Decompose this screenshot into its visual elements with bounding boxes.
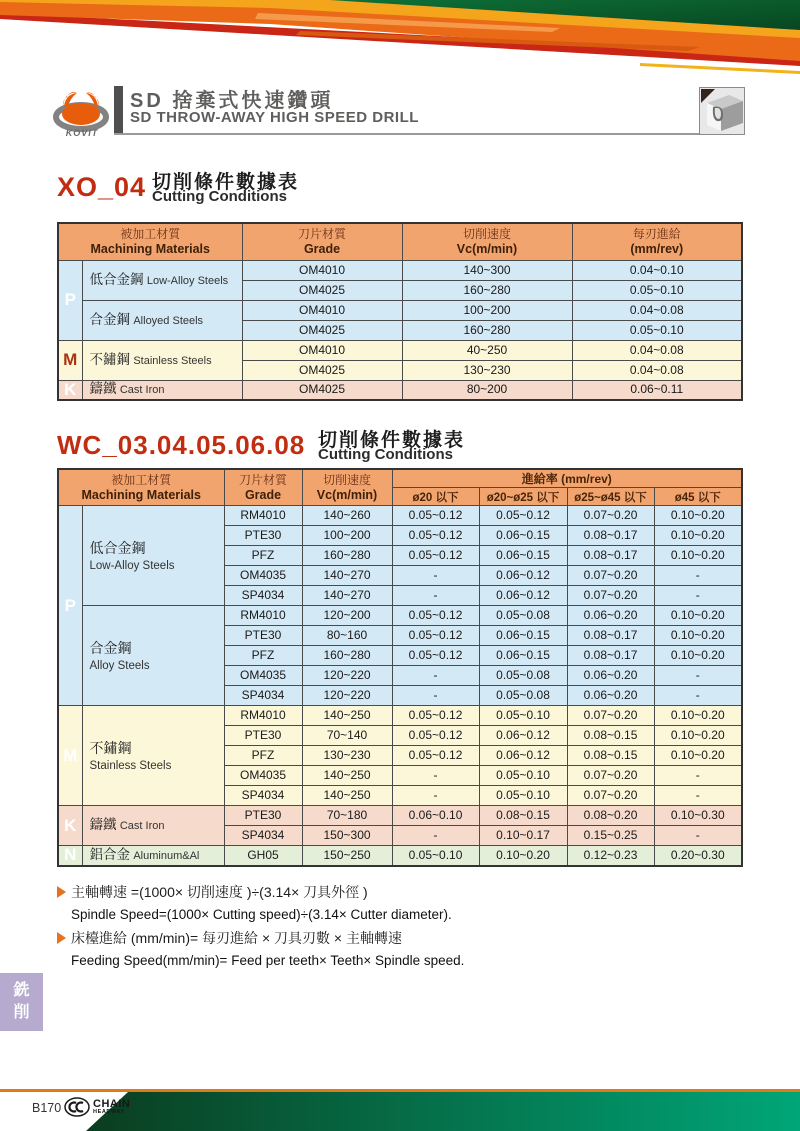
bullet-arrow-icon: [57, 886, 66, 898]
cell-vc: 140~250: [302, 766, 392, 786]
cell-feed: 0.05~0.08: [479, 666, 567, 686]
cell-grade: SP4034: [224, 786, 302, 806]
page-title-en: SD THROW-AWAY HIGH SPEED DRILL: [130, 109, 419, 126]
top-banner-graphic: [0, 0, 800, 76]
cell-feed: 0.10~0.20: [654, 746, 742, 766]
cell-feed: 0.08~0.17: [567, 526, 654, 546]
cell-grade: PTE30: [224, 526, 302, 546]
iso-letter-n: N: [58, 846, 82, 866]
cell-feed: 0.10~0.20: [654, 506, 742, 526]
cell-feed: 0.06~0.15: [479, 626, 567, 646]
cell-grade: PTE30: [224, 626, 302, 646]
kovit-logo: [50, 84, 114, 138]
side-tab-char-2: 削: [13, 1004, 30, 1021]
cell-grade: PTE30: [224, 806, 302, 826]
cell-feed: 0.10~0.20: [654, 606, 742, 626]
table-row: [58, 300, 742, 320]
cell-feed: 0.05~0.10: [392, 846, 479, 866]
cell-feed: -: [654, 766, 742, 786]
cell-grade: OM4010: [242, 340, 402, 360]
cell-feed: -: [654, 786, 742, 806]
cell-vc: 80~200: [402, 380, 572, 400]
cell-feed: 0.04~0.08: [572, 340, 742, 360]
cell-grade: OM4035: [224, 766, 302, 786]
wc-cutting-conditions-table: [57, 468, 743, 867]
xo04-header-vc: 切削速度 Vc(m/min): [402, 223, 572, 260]
chain-headway-logo: [64, 1097, 130, 1117]
cell-feed: 0.05~0.12: [392, 526, 479, 546]
cell-feed: 0.10~0.20: [654, 706, 742, 726]
cell-vc: 100~200: [302, 526, 392, 546]
cell-feed: -: [392, 686, 479, 706]
cell-feed: 0.08~0.15: [567, 726, 654, 746]
cell-feed: 0.06~0.10: [392, 806, 479, 826]
cell-feed: -: [654, 666, 742, 686]
cell-vc: 150~250: [302, 846, 392, 866]
cell-grade: RM4010: [224, 606, 302, 626]
cell-feed: 0.07~0.20: [567, 506, 654, 526]
cell-vc: 140~270: [302, 566, 392, 586]
cell-feed: 0.07~0.20: [567, 566, 654, 586]
table-row: [58, 806, 742, 826]
note-feeding-en: Feeding Speed(mm/min)= Feed per teeth× Teeth× Spindle speed.: [71, 953, 465, 968]
xo04-header-materials: 被加工材質 Machining Materials: [58, 223, 242, 260]
table-row: [58, 606, 742, 626]
cell-feed: 0.05~0.12: [392, 626, 479, 646]
section-code-xo04: XO_04: [57, 172, 147, 202]
material-alloyed: 合金鋼 Alloyed Steels: [82, 300, 242, 340]
cell-grade: SP4034: [224, 586, 302, 606]
cell-feed: 0.10~0.30: [654, 806, 742, 826]
cell-feed: 0.10~0.20: [654, 526, 742, 546]
cell-vc: 70~140: [302, 726, 392, 746]
table-row: [58, 260, 742, 280]
cell-feed: 0.08~0.17: [567, 546, 654, 566]
cell-feed: 0.07~0.20: [567, 766, 654, 786]
material-stainless: 不鏽鋼 Stainless Steels: [82, 340, 242, 380]
cell-vc: 140~270: [302, 586, 392, 606]
cell-feed: 0.12~0.23: [567, 846, 654, 866]
xo04-header-row: [58, 223, 742, 260]
svg-text:KOVIT: KOVIT: [65, 128, 99, 138]
cell-feed: 0.05~0.10: [479, 766, 567, 786]
cell-feed: 0.06~0.20: [567, 666, 654, 686]
xo04-header-grade: 刀片材質 Grade: [242, 223, 402, 260]
bullet-arrow-icon: [57, 932, 66, 944]
cell-feed: 0.08~0.15: [479, 806, 567, 826]
brand-name-bottom: HEADWAY: [93, 1108, 125, 1115]
wc-subtitle-zh: 切削條件數據表: [318, 430, 466, 451]
cell-feed: 0.04~0.08: [572, 300, 742, 320]
cell-feed: 0.15~0.25: [567, 826, 654, 846]
cell-grade: OM4025: [242, 380, 402, 400]
cell-vc: 120~200: [302, 606, 392, 626]
cell-vc: 130~230: [402, 360, 572, 380]
cell-vc: 160~280: [402, 280, 572, 300]
cell-vc: 150~300: [302, 826, 392, 846]
wc-header-row-1: [58, 469, 742, 488]
cell-feed: 0.06~0.12: [479, 726, 567, 746]
cell-vc: 70~180: [302, 806, 392, 826]
wc-header-materials: 被加工材質 Machining Materials: [58, 469, 224, 506]
cell-feed: -: [392, 566, 479, 586]
wc-header-feed-group: 進給率 (mm/rev): [392, 469, 742, 488]
material-low-alloy: 低合金鋼 Low-Alloy Steels: [82, 260, 242, 300]
cell-feed: 0.05~0.08: [479, 686, 567, 706]
cell-feed: 0.06~0.12: [479, 566, 567, 586]
title-accent-bar: [114, 86, 123, 133]
wc-subtitle-en: Cutting Conditions: [318, 446, 453, 463]
wc-header-dia-20-25: ø20~ø25 以下: [479, 488, 567, 506]
iso-letter-m: M: [58, 340, 82, 380]
cell-feed: 0.05~0.12: [392, 646, 479, 666]
cell-feed: 0.06~0.12: [479, 746, 567, 766]
cell-grade: GH05: [224, 846, 302, 866]
footnotes: [57, 880, 717, 972]
material-aluminum: 鋁合金 Aluminum&Al: [82, 846, 224, 866]
cell-feed: 0.05~0.08: [479, 606, 567, 626]
cell-feed: 0.10~0.20: [654, 626, 742, 646]
cell-feed: -: [392, 826, 479, 846]
cell-feed: 0.07~0.20: [567, 586, 654, 606]
title-underline: [114, 133, 741, 135]
cell-grade: OM4035: [224, 566, 302, 586]
cell-vc: 130~230: [302, 746, 392, 766]
cell-feed: 0.08~0.17: [567, 626, 654, 646]
cell-vc: 160~280: [302, 646, 392, 666]
cell-feed: -: [654, 566, 742, 586]
cell-feed: 0.20~0.30: [654, 846, 742, 866]
cell-feed: 0.05~0.12: [479, 506, 567, 526]
xo04-subtitle-zh: 切削條件數據表: [152, 172, 300, 193]
note-spindle-en: Spindle Speed=(1000× Cutting speed)÷(3.14× Cutter diameter).: [71, 907, 452, 922]
cell-feed: -: [654, 826, 742, 846]
cell-feed: 0.07~0.20: [567, 786, 654, 806]
cell-feed: 0.07~0.20: [567, 706, 654, 726]
cell-feed: 0.05~0.12: [392, 726, 479, 746]
wc-header-dia-20: ø20 以下: [392, 488, 479, 506]
cell-vc: 80~160: [302, 626, 392, 646]
cell-feed: 0.05~0.12: [392, 506, 479, 526]
cell-feed: 0.05~0.10: [479, 706, 567, 726]
cell-feed: 0.08~0.15: [567, 746, 654, 766]
table-row: [58, 506, 742, 526]
cell-feed: 0.06~0.15: [479, 646, 567, 666]
cell-feed: 0.06~0.20: [567, 686, 654, 706]
cell-feed: 0.08~0.17: [567, 646, 654, 666]
cell-feed: 0.05~0.10: [572, 320, 742, 340]
cell-grade: PFZ: [224, 646, 302, 666]
iso-letter-k: K: [58, 806, 82, 846]
cell-feed: -: [392, 766, 479, 786]
cell-vc: 140~250: [302, 706, 392, 726]
cell-vc: 140~250: [302, 786, 392, 806]
material-cast-iron: 鑄鐵 Cast Iron: [82, 380, 242, 400]
cell-feed: 0.05~0.12: [392, 546, 479, 566]
xo04-header-feed: 每刃進給 (mm/rev): [572, 223, 742, 260]
cell-feed: 0.10~0.20: [654, 726, 742, 746]
cell-feed: -: [392, 586, 479, 606]
cell-grade: PFZ: [224, 546, 302, 566]
page-number: B170: [32, 1101, 62, 1115]
note-spindle-zh: 主軸轉速 =(1000× 切削速度 )÷(3.14× 刀具外徑 ): [71, 883, 368, 900]
cell-grade: RM4010: [224, 506, 302, 526]
cell-feed: 0.10~0.20: [654, 646, 742, 666]
cell-vc: 140~300: [402, 260, 572, 280]
cell-vc: 100~200: [402, 300, 572, 320]
cell-vc: 140~260: [302, 506, 392, 526]
material-stainless: 不鏽鋼 Stainless Steels: [82, 706, 224, 806]
table-row: [58, 380, 742, 400]
cell-grade: OM4010: [242, 260, 402, 280]
cell-feed: 0.05~0.12: [392, 706, 479, 726]
table-row: [58, 846, 742, 866]
cell-feed: 0.05~0.10: [479, 786, 567, 806]
cell-feed: -: [392, 666, 479, 686]
iso-letter-k: K: [58, 380, 82, 400]
cell-feed: -: [392, 786, 479, 806]
note-feeding-zh: 床檯進給 (mm/min)= 每刃進給 × 刀具刃數 × 主軸轉速: [71, 929, 402, 946]
cell-feed: -: [654, 686, 742, 706]
page-title-zh: SD 捨棄式快速鑽頭: [130, 90, 334, 112]
cc-monogram-icon: [64, 1097, 90, 1117]
cell-feed: 0.06~0.12: [479, 586, 567, 606]
cell-feed: 0.05~0.12: [392, 606, 479, 626]
cell-grade: PTE30: [224, 726, 302, 746]
cell-grade: OM4035: [224, 666, 302, 686]
xo04-cutting-conditions-table: [57, 222, 743, 401]
cell-feed: 0.10~0.17: [479, 826, 567, 846]
cell-vc: 40~250: [402, 340, 572, 360]
cell-vc: 160~280: [302, 546, 392, 566]
cell-feed: 0.10~0.20: [479, 846, 567, 866]
cell-feed: 0.04~0.08: [572, 360, 742, 380]
xo04-subtitle-en: Cutting Conditions: [152, 188, 287, 205]
cell-feed: 0.06~0.20: [567, 606, 654, 626]
cell-grade: SP4034: [224, 686, 302, 706]
section-code-wc: WC_03.04.05.06.08: [57, 430, 306, 460]
iso-letter-p: P: [58, 506, 82, 706]
table-row: [58, 340, 742, 360]
cell-feed: 0.05~0.10: [572, 280, 742, 300]
cell-feed: 0.10~0.20: [654, 546, 742, 566]
wc-header-dia-45: ø45 以下: [654, 488, 742, 506]
cell-grade: PFZ: [224, 746, 302, 766]
cell-vc: 120~220: [302, 666, 392, 686]
cell-feed: 0.06~0.11: [572, 380, 742, 400]
cell-feed: 0.05~0.12: [392, 746, 479, 766]
cell-vc: 160~280: [402, 320, 572, 340]
cell-feed: -: [654, 586, 742, 606]
cell-feed: 0.08~0.20: [567, 806, 654, 826]
side-tab-milling: [0, 973, 43, 1031]
cell-feed: 0.04~0.10: [572, 260, 742, 280]
cell-grade: OM4010: [242, 300, 402, 320]
wc-header-grade: 刀片材質 Grade: [224, 469, 302, 506]
brand-name-top: CHAIN: [93, 1097, 131, 1110]
cell-grade: OM4025: [242, 280, 402, 300]
side-tab-char-1: 銑: [13, 982, 30, 999]
cell-grade: SP4034: [224, 826, 302, 846]
material-cast-iron: 鑄鐵 Cast Iron: [82, 806, 224, 846]
cell-feed: 0.06~0.15: [479, 546, 567, 566]
cell-vc: 120~220: [302, 686, 392, 706]
cell-grade: RM4010: [224, 706, 302, 726]
iso-letter-m: M: [58, 706, 82, 806]
material-alloy: 合金鋼 Alloy Steels: [82, 606, 224, 706]
wc-header-dia-25-45: ø25~ø45 以下: [567, 488, 654, 506]
material-low-alloy: 低合金鋼 Low-Alloy Steels: [82, 506, 224, 606]
iso-letter-p: P: [58, 260, 82, 340]
cell-grade: OM4025: [242, 320, 402, 340]
wc-header-vc: 切削速度 Vc(m/min): [302, 469, 392, 506]
cell-grade: OM4025: [242, 360, 402, 380]
table-row: [58, 706, 742, 726]
drill-insert-icon: [699, 87, 745, 135]
cell-feed: 0.06~0.15: [479, 526, 567, 546]
